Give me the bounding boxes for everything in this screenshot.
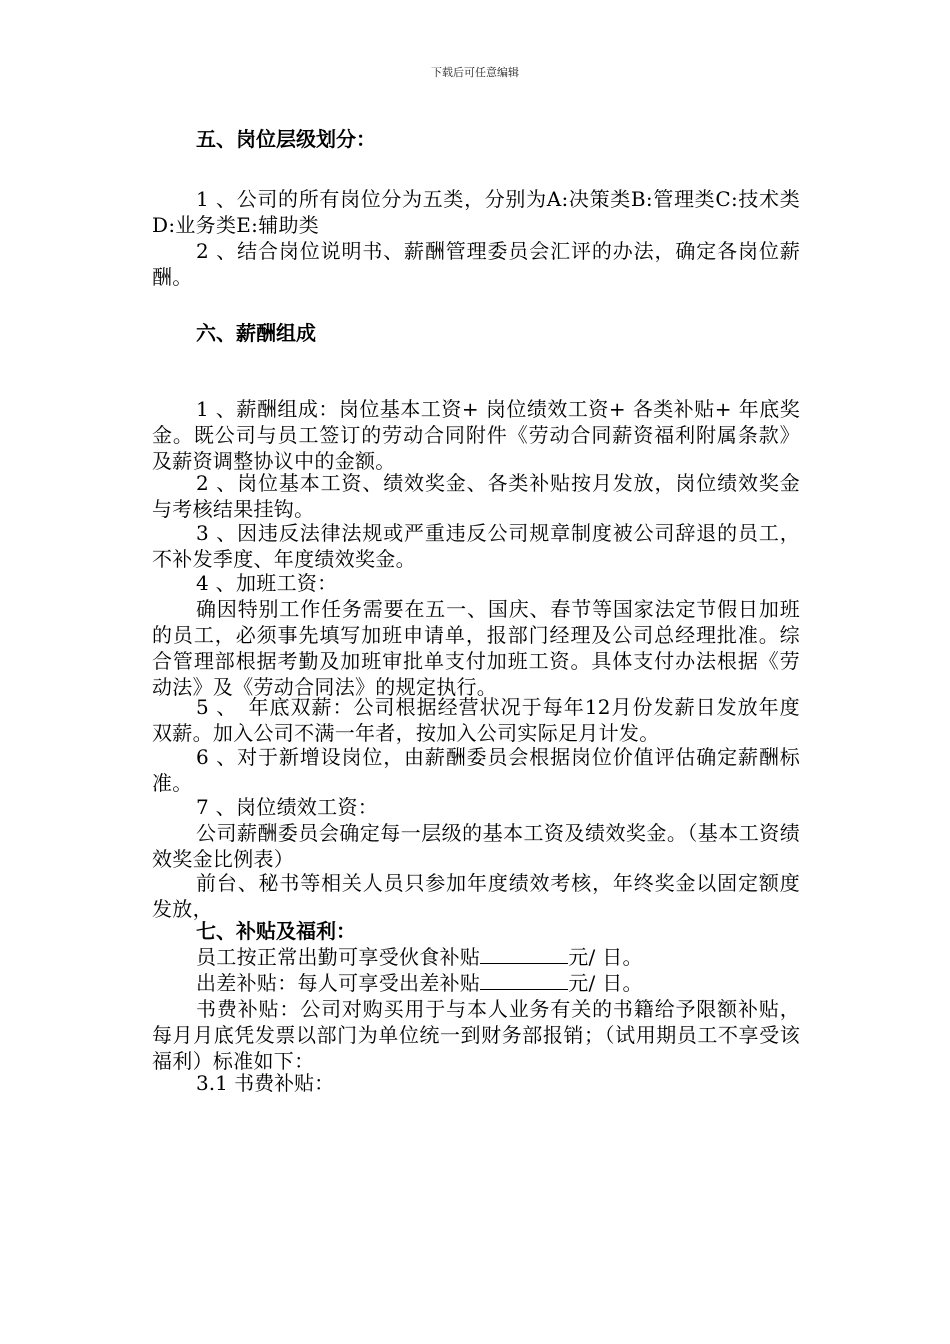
travel-allowance-line (152, 970, 800, 996)
section-5-paragraph-2: 2 、结合岗位说明书、薪酬管理委员会汇评的办法，确定各岗位薪酬。 (152, 239, 800, 289)
travel-allowance-blank (480, 971, 568, 990)
book-allowance-subheading: 3.1 书费补贴： (196, 1071, 335, 1095)
section-5-title: 五、岗位层级划分： (196, 127, 376, 151)
section-6-paragraph-4: 4 、加班工资： (196, 571, 338, 595)
section-6-paragraph-1: 1 、薪酬组成：岗位基本工资+ 岗位绩效工资+ 各类补贴+ 年底奖金。既公司与员工签订的劳动合同附件《劳动合同薪资福利附属条款》及薪资调整协议中的金额。 (152, 397, 800, 473)
section-6-paragraph-7: 7 、岗位绩效工资： (196, 795, 379, 819)
section-6-paragraph-6: 6 、对于新增设岗位，由薪酬委员会根据岗位价值评估确定薪酬标准。 (152, 745, 800, 795)
book-allowance-paragraph: 书费补贴：公司对购买用于与本人业务有关的书籍给予限额补贴，每月月底凭发票以部门为单位统一到财务部报销；（试用期员工不享受该福利）标准如下： (152, 997, 800, 1073)
meal-allowance-suffix: 元/ 日。 (568, 945, 643, 969)
section-7-title: 七、补贴及福利： (196, 919, 356, 943)
section-6-performance-body-2: 前台、秘书等相关人员只参加年度绩效考核，年终奖金以固定额度发放， (152, 871, 800, 921)
section-6-paragraph-5: 5 、 年底双薪：公司根据经营状况于每年12月份发薪日发放年度双薪。加入公司不满一年者，按加入公司实际足月计发。 (152, 695, 800, 745)
meal-allowance-blank (480, 945, 568, 964)
meal-allowance-line (152, 944, 800, 970)
page-header-note: 下载后可任意编辑 (431, 66, 519, 79)
section-6-overtime-body: 确因特别工作任务需要在五一、国庆、春节等国家法定节假日加班的员工，必须事先填写加班申请单，报部门经理及公司总经理批准。综合管理部根据考勤及加班审批单支付加班工资。具体支付办法根据《劳动法》及《劳动合同法》的规定执行。 (152, 597, 800, 699)
section-5-paragraph-1: 1 、公司的所有岗位分为五类，分别为A:决策类B:管理类C:技术类D:业务类E:辅助类 (152, 187, 800, 237)
travel-allowance-prefix: 出差补贴：每人可享受出差补贴 (196, 971, 481, 995)
meal-allowance-prefix: 员工按正常出勤可享受伙食补贴 (196, 945, 481, 969)
section-6-paragraph-2: 2 、岗位基本工资、绩效奖金、各类补贴按月发放，岗位绩效奖金与考核结果挂钩。 (152, 471, 800, 521)
section-6-paragraph-3: 3 、因违反法律法规或严重违反公司规章制度被公司辞退的员工，不补发季度、年度绩效奖金。 (152, 521, 800, 571)
section-6-title: 六、薪酬组成 (196, 321, 316, 345)
travel-allowance-suffix: 元/ 日。 (568, 971, 643, 995)
section-6-performance-body-1: 公司薪酬委员会确定每一层级的基本工资及绩效奖金。（基本工资绩效奖金比例表） (152, 821, 800, 871)
